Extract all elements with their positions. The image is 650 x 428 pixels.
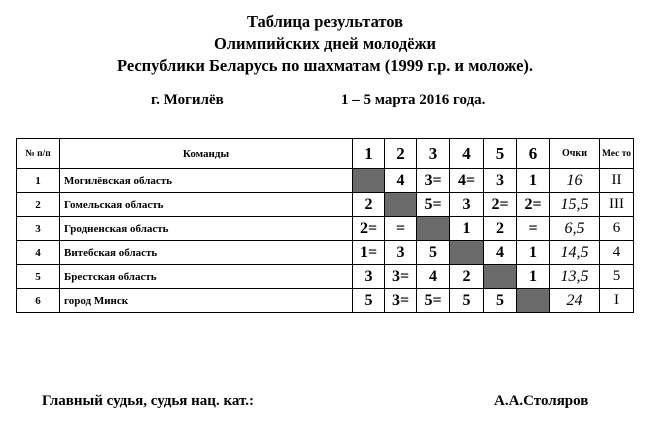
table-row xyxy=(17,193,634,217)
team-place: 4 xyxy=(600,241,634,265)
match-result: 4= xyxy=(450,169,484,193)
diagonal-cell xyxy=(484,265,517,289)
match-result: 2 xyxy=(450,265,484,289)
document-subtitle-2: Республики Беларусь по шахматам (1999 г.р. и моложе). xyxy=(116,56,534,75)
row-number: 4 xyxy=(17,241,60,265)
match-result: 5= xyxy=(417,289,450,313)
chief-judge-name: А.А.Столяров xyxy=(494,393,589,409)
results-body xyxy=(17,169,634,313)
column-header-place: Мес то xyxy=(600,139,634,169)
row-number: 6 xyxy=(17,289,60,313)
table-row xyxy=(17,265,634,289)
match-result: 3= xyxy=(417,169,450,193)
team-points: 16 xyxy=(550,169,600,193)
team-name: Гомельская область xyxy=(60,193,353,217)
match-result: = xyxy=(517,217,550,241)
column-header-round: 5 xyxy=(484,139,517,169)
match-result: 5 xyxy=(417,241,450,265)
match-result: 2= xyxy=(517,193,550,217)
team-name: город Минск xyxy=(60,289,353,313)
match-result: 3= xyxy=(385,265,417,289)
team-name: Брестская область xyxy=(60,265,353,289)
column-header-round: 1 xyxy=(353,139,385,169)
row-number: 2 xyxy=(17,193,60,217)
column-header-teams: Команды xyxy=(60,139,353,169)
team-points: 24 xyxy=(550,289,600,313)
match-result: 1 xyxy=(517,265,550,289)
match-result: 4 xyxy=(484,241,517,265)
match-result: 2= xyxy=(484,193,517,217)
match-result: 4 xyxy=(417,265,450,289)
match-result: 3 xyxy=(353,265,385,289)
diagonal-cell xyxy=(385,193,417,217)
table-header-row xyxy=(17,139,634,169)
table-row xyxy=(17,289,634,313)
match-result: 3 xyxy=(484,169,517,193)
team-place: 6 xyxy=(600,217,634,241)
match-result: 5 xyxy=(450,289,484,313)
team-place: 5 xyxy=(600,265,634,289)
column-header-round: 6 xyxy=(517,139,550,169)
match-result: = xyxy=(385,217,417,241)
match-result: 5 xyxy=(484,289,517,313)
table-row xyxy=(17,169,634,193)
row-number: 5 xyxy=(17,265,60,289)
results-table xyxy=(16,138,634,313)
team-points: 13,5 xyxy=(550,265,600,289)
match-result: 1 xyxy=(517,241,550,265)
team-points: 15,5 xyxy=(550,193,600,217)
team-points: 14,5 xyxy=(550,241,600,265)
match-result: 1 xyxy=(517,169,550,193)
column-header-points: Очки xyxy=(550,139,600,169)
column-header-round: 4 xyxy=(450,139,484,169)
match-result: 3= xyxy=(385,289,417,313)
match-result: 2 xyxy=(484,217,517,241)
team-points: 6,5 xyxy=(550,217,600,241)
chief-judge-label: Главный судья, судья нац. кат.: xyxy=(42,393,254,409)
match-result: 1 xyxy=(450,217,484,241)
team-place: I xyxy=(600,289,634,313)
row-number: 3 xyxy=(17,217,60,241)
team-name: Витебская область xyxy=(60,241,353,265)
event-city: г. Могилёв xyxy=(151,92,224,108)
column-header-number: № п/п xyxy=(17,139,60,169)
diagonal-cell xyxy=(353,169,385,193)
team-name: Гродненская область xyxy=(60,217,353,241)
diagonal-cell xyxy=(417,217,450,241)
match-result: 3 xyxy=(385,241,417,265)
match-result: 5= xyxy=(417,193,450,217)
document-title: Таблица результатов xyxy=(246,12,404,31)
match-result: 1= xyxy=(353,241,385,265)
document-subtitle: Олимпийских дней молодёжи xyxy=(213,34,437,53)
column-header-round: 3 xyxy=(417,139,450,169)
event-dates: 1 – 5 марта 2016 года. xyxy=(341,92,486,108)
diagonal-cell xyxy=(450,241,484,265)
match-result: 2 xyxy=(353,193,385,217)
team-place: III xyxy=(600,193,634,217)
column-header-round: 2 xyxy=(385,139,417,169)
team-place: II xyxy=(600,169,634,193)
row-number: 1 xyxy=(17,169,60,193)
table-row xyxy=(17,217,634,241)
match-result: 2= xyxy=(353,217,385,241)
match-result: 5 xyxy=(353,289,385,313)
table-row xyxy=(17,241,634,265)
match-result: 3 xyxy=(450,193,484,217)
diagonal-cell xyxy=(517,289,550,313)
match-result: 4 xyxy=(385,169,417,193)
team-name: Могилёвская область xyxy=(60,169,353,193)
